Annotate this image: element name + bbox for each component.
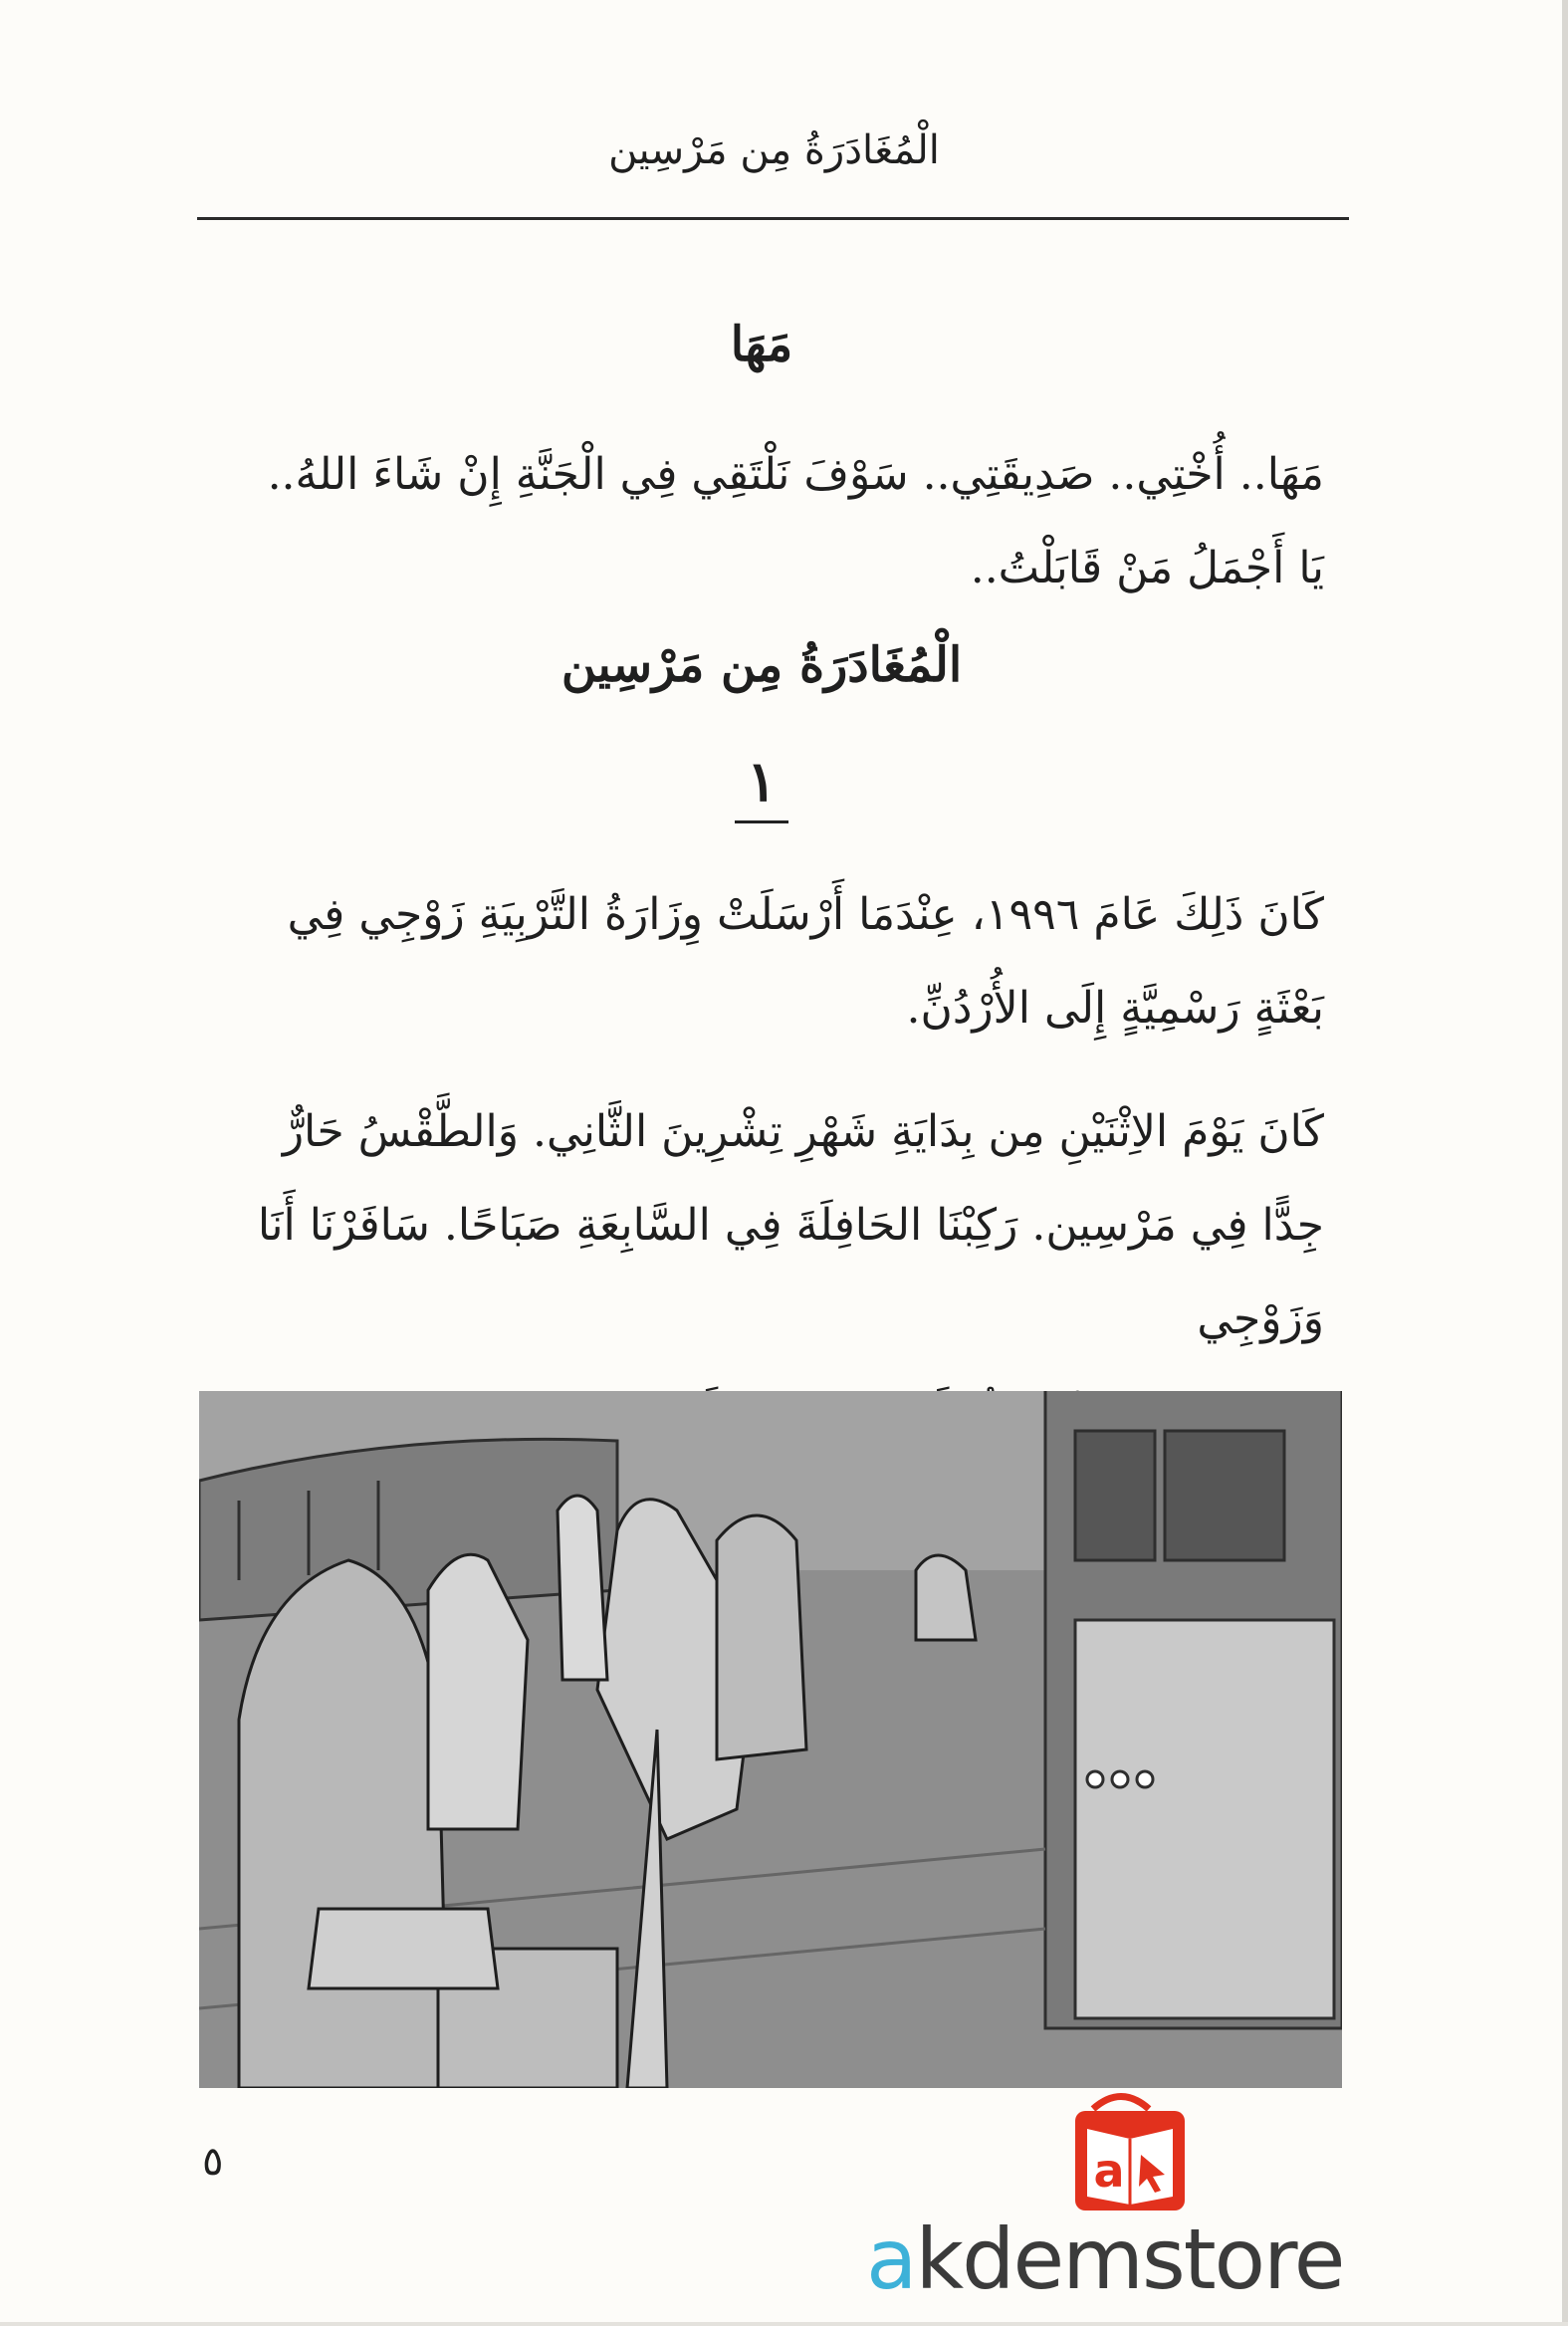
dedication-title: مَهَا: [730, 317, 793, 372]
paragraph-line: كَانَ ذَلِكَ عَامَ ١٩٩٦، عِنْدَمَا أَرْسَلَتْ وِزَارَةُ التَّرْبِيَةِ زَوْجِي فِي: [287, 889, 1324, 940]
running-head: الْمُغَادَرَةُ مِن مَرْسِين: [608, 127, 940, 173]
paragraph-line: جِدًّا فِي مَرْسِين. رَكِبْنَا الحَافِلَةَ فِي السَّابِعَةِ صَبَاحًا. سَافَرْنَا أَنَا وَزَوْجِي: [257, 1200, 1324, 1344]
store-watermark: [866, 2210, 1384, 2308]
chapter-number-text: ١: [735, 749, 788, 823]
store-logo-letter: a: [1093, 2144, 1125, 2198]
page-edge-bottom: [0, 2322, 1568, 2326]
store-name-rest: kdemstore: [915, 2210, 1344, 2308]
store-name-accent: a: [866, 2210, 916, 2308]
paragraph-line: بَعْثَةٍ رَسْمِيَّةٍ إِلَى الأُرْدُنِّ.: [906, 983, 1324, 1034]
dedication-text: [199, 428, 1324, 615]
dedication-line: مَهَا.. أُخْتِي.. صَدِيقَتِي.. سَوْفَ نَلْتَقِي فِي الْجَنَّةِ إِنْ شَاءَ اللهُ..: [267, 449, 1324, 500]
page-edge-shadow: [1562, 0, 1568, 2326]
chapter-number: [199, 749, 1324, 823]
page-number: ٥: [202, 2139, 224, 2185]
header-rule: [197, 217, 1349, 220]
chapter-title: الْمُغَادَرَةُ مِن مَرْسِين: [560, 637, 963, 693]
dedication-line: يَا أَجْمَلُ مَنْ قَابَلْتُ..: [970, 543, 1324, 593]
paragraph-1: [199, 868, 1324, 1055]
paragraph-line: كَانَ يَوْمَ الاِثْنَيْنِ مِن بِدَايَةِ شَهْرِ تِشْرِينَ الثَّانِي. وَالطَّقْسُ حَارٌّ: [282, 1106, 1324, 1157]
bus-station-illustration: [199, 1391, 1342, 2088]
